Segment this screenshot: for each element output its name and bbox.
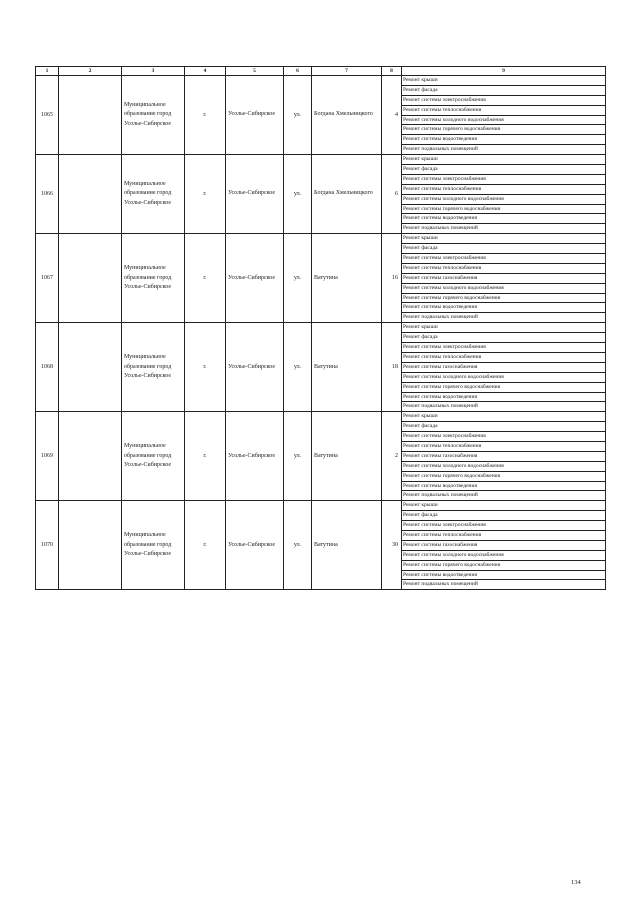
street-type-cell: ул. xyxy=(284,501,312,590)
municipality-cell: Муниципальное образование город Усолье-Сибирское xyxy=(122,323,185,412)
settlement-type-cell: г. xyxy=(185,501,226,590)
work-item: Ремонт системы водоотведения xyxy=(402,570,605,580)
work-item: Ремонт системы электроснабжения xyxy=(402,431,605,441)
works-list-cell xyxy=(402,412,606,501)
work-item: Ремонт системы электроснабжения xyxy=(402,95,605,105)
street-type-cell: ул. xyxy=(284,234,312,323)
header-row xyxy=(36,67,606,76)
table-row xyxy=(36,501,606,590)
header-col-4: 4 xyxy=(185,67,226,76)
street-type-cell: ул. xyxy=(284,155,312,234)
settlement-type-cell: г. xyxy=(185,76,226,155)
work-item: Ремонт системы горячего водоснабжения xyxy=(402,471,605,481)
work-item: Ремонт системы холодного водоснабжения xyxy=(402,115,605,125)
header-col-3: 3 xyxy=(122,67,185,76)
work-item: Ремонт системы холодного водоснабжения xyxy=(402,194,605,204)
street-cell: Богдана Хмельницкого xyxy=(312,155,382,234)
works-list-cell xyxy=(402,76,606,155)
settlement-type-cell: г. xyxy=(185,155,226,234)
work-item: Ремонт крыши xyxy=(403,413,438,420)
street-cell: Ватутина xyxy=(312,323,382,412)
header-col-5: 5 xyxy=(226,67,284,76)
work-item: Ремонт системы теплоснабжения xyxy=(402,352,605,362)
work-item: Ремонт системы водоотведения xyxy=(402,134,605,144)
work-item: Ремонт системы горячего водоснабжения xyxy=(402,124,605,134)
work-item: Ремонт крыши xyxy=(403,235,438,242)
work-item: Ремонт фасада xyxy=(402,510,605,520)
col2-cell xyxy=(59,323,122,412)
work-item: Ремонт системы электроснабжения xyxy=(402,253,605,263)
municipality-cell: Муниципальное образование город Усолье-Сибирское xyxy=(122,155,185,234)
work-item: Ремонт системы горячего водоснабжения xyxy=(402,382,605,392)
work-item: Ремонт фасада xyxy=(402,164,605,174)
work-item: Ремонт системы теплоснабжения xyxy=(402,441,605,451)
work-item: Ремонт подвальных помещений xyxy=(402,579,605,589)
city-cell: Усолье-Сибирское xyxy=(226,323,284,412)
row-number: 1065 xyxy=(36,76,59,155)
work-item: Ремонт системы горячего водоснабжения xyxy=(402,560,605,570)
house-number-cell: 4 xyxy=(382,76,402,155)
header-col-7: 7 xyxy=(312,67,382,76)
table-row xyxy=(36,323,606,412)
street-type-cell: ул. xyxy=(284,323,312,412)
page-number: 134 xyxy=(571,879,581,886)
work-item: Ремонт фасада xyxy=(402,332,605,342)
municipality-cell: Муниципальное образование город Усолье-Сибирское xyxy=(122,76,185,155)
work-item: Ремонт подвальных помещений xyxy=(402,144,605,154)
municipality-cell: Муниципальное образование город Усолье-Сибирское xyxy=(122,412,185,501)
col2-cell xyxy=(59,155,122,234)
city-cell: Усолье-Сибирское xyxy=(226,501,284,590)
street-type-cell: ул. xyxy=(284,412,312,501)
work-item: Ремонт подвальных помещений xyxy=(402,490,605,500)
work-item: Ремонт системы теплоснабжения xyxy=(402,530,605,540)
work-item: Ремонт подвальных помещений xyxy=(402,312,605,322)
work-item: Ремонт системы электроснабжения xyxy=(402,174,605,184)
row-number: 1067 xyxy=(36,234,59,323)
table-row xyxy=(36,155,606,234)
header-col-6: 6 xyxy=(284,67,312,76)
work-item: Ремонт системы холодного водоснабжения xyxy=(402,550,605,560)
work-item: Ремонт системы теплоснабжения xyxy=(402,263,605,273)
table-row xyxy=(36,412,606,501)
work-item: Ремонт системы газоснабжения xyxy=(402,451,605,461)
work-item: Ремонт фасада xyxy=(402,243,605,253)
header-col-1: 1 xyxy=(36,67,59,76)
col2-cell xyxy=(59,501,122,590)
work-item: Ремонт системы водоотведения xyxy=(402,392,605,402)
street-cell: Ватутина xyxy=(312,501,382,590)
table-body xyxy=(36,76,606,590)
work-item: Ремонт крыши xyxy=(403,156,438,163)
municipality-cell: Муниципальное образование город Усолье-Сибирское xyxy=(122,234,185,323)
header-col-2: 2 xyxy=(59,67,122,76)
city-cell: Усолье-Сибирское xyxy=(226,234,284,323)
work-item: Ремонт подвальных помещений xyxy=(402,401,605,411)
work-item: Ремонт системы холодного водоснабжения xyxy=(402,461,605,471)
work-item: Ремонт крыши xyxy=(403,77,438,83)
work-item: Ремонт системы газоснабжения xyxy=(402,540,605,550)
col2-cell xyxy=(59,412,122,501)
work-item: Ремонт системы электроснабжения xyxy=(402,520,605,530)
header-col-9: 9 xyxy=(402,67,606,76)
work-item: Ремонт системы теплоснабжения xyxy=(402,105,605,115)
col2-cell xyxy=(59,76,122,155)
work-item: Ремонт системы теплоснабжения xyxy=(402,184,605,194)
settlement-type-cell: г. xyxy=(185,412,226,501)
works-list-cell xyxy=(402,234,606,323)
house-number-cell: 18 xyxy=(382,323,402,412)
work-item: Ремонт системы холодного водоснабжения xyxy=(402,372,605,382)
row-number: 1069 xyxy=(36,412,59,501)
work-item: Ремонт подвальных помещений xyxy=(402,223,605,233)
settlement-type-cell: г. xyxy=(185,234,226,323)
settlement-type-cell: г. xyxy=(185,323,226,412)
col2-cell xyxy=(59,234,122,323)
work-item: Ремонт системы газоснабжения xyxy=(402,362,605,372)
work-item: Ремонт фасада xyxy=(402,421,605,431)
work-item: Ремонт системы водоотведения xyxy=(402,213,605,223)
house-number-cell: 2 xyxy=(382,412,402,501)
house-number-cell: 30 xyxy=(382,501,402,590)
work-item: Ремонт системы водоотведения xyxy=(402,302,605,312)
work-item: Ремонт крыши xyxy=(403,502,438,509)
street-cell: Ватутина xyxy=(312,412,382,501)
registry-table xyxy=(35,66,606,590)
row-number: 1070 xyxy=(36,501,59,590)
city-cell: Усолье-Сибирское xyxy=(226,412,284,501)
works-list-cell xyxy=(402,501,606,590)
work-item: Ремонт системы горячего водоснабжения xyxy=(402,293,605,303)
header-col-8: 8 xyxy=(382,67,402,76)
table-row xyxy=(36,76,606,155)
street-cell: Ватутина xyxy=(312,234,382,323)
work-item: Ремонт системы газоснабжения xyxy=(402,273,605,283)
house-number-cell: 6 xyxy=(382,155,402,234)
work-item: Ремонт системы холодного водоснабжения xyxy=(402,283,605,293)
work-item: Ремонт системы электроснабжения xyxy=(402,342,605,352)
row-number: 1068 xyxy=(36,323,59,412)
work-item: Ремонт фасада xyxy=(402,85,605,95)
table-row xyxy=(36,234,606,323)
work-item: Ремонт крыши xyxy=(403,324,438,331)
street-type-cell: ул. xyxy=(284,76,312,155)
works-list-cell xyxy=(402,155,606,234)
city-cell: Усолье-Сибирское xyxy=(226,76,284,155)
work-item: Ремонт системы водоотведения xyxy=(402,481,605,491)
work-item: Ремонт системы горячего водоснабжения xyxy=(402,204,605,214)
works-list-cell xyxy=(402,323,606,412)
row-number: 1066 xyxy=(36,155,59,234)
municipality-cell: Муниципальное образование город Усолье-Сибирское xyxy=(122,501,185,590)
city-cell: Усолье-Сибирское xyxy=(226,155,284,234)
street-cell: Богдана Хмельницкого xyxy=(312,76,382,155)
house-number-cell: 16 xyxy=(382,234,402,323)
